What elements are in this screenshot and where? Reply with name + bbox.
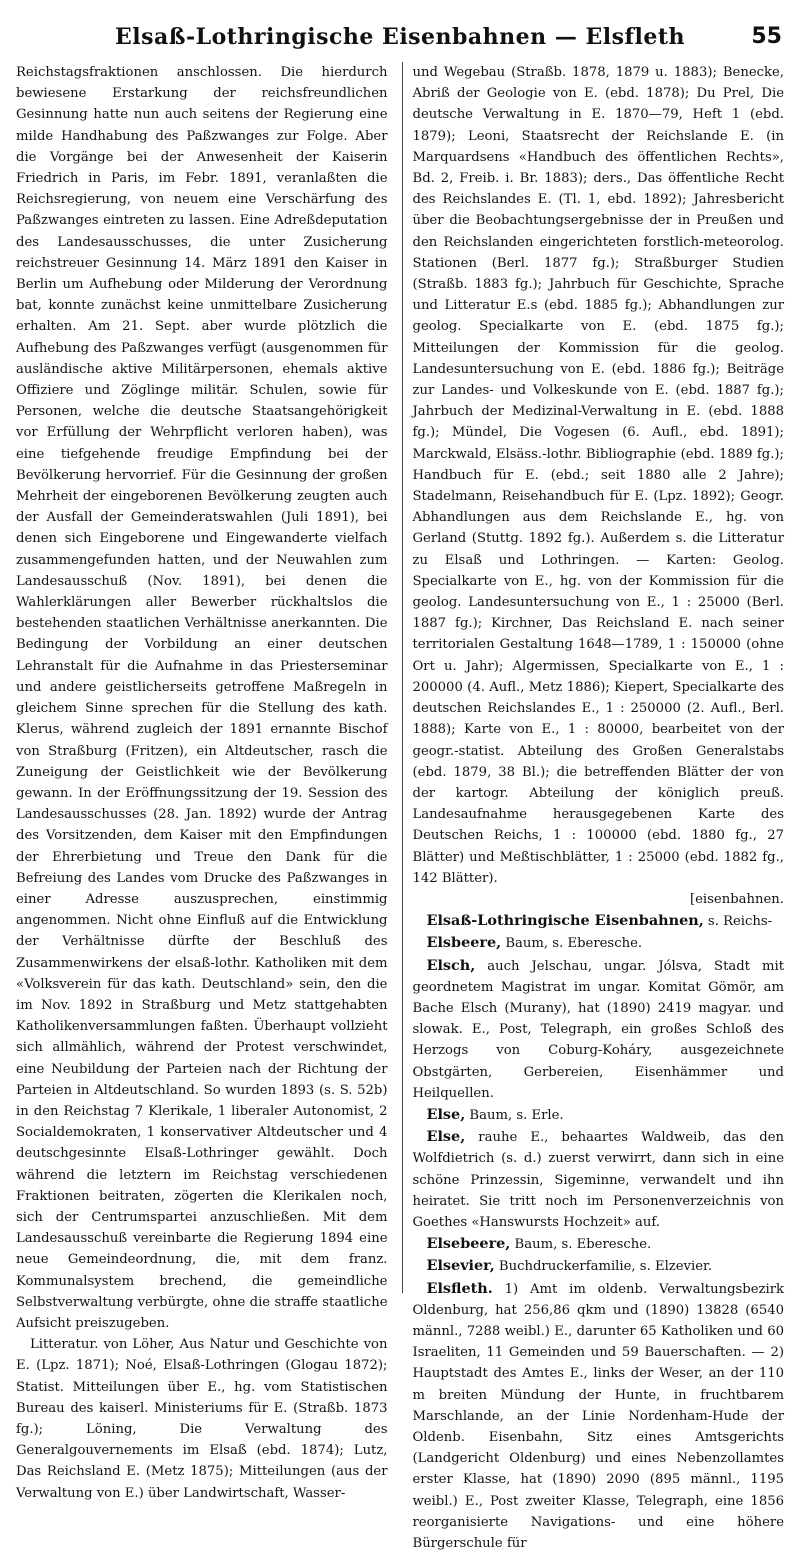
- entry-elsbeere: [413, 932, 785, 954]
- entry-lemma: Else,: [426, 1105, 466, 1123]
- paragraph-literature: Litteratur. von Löher, Aus Natur und Geschichte von E. (Lpz. 1871); Noé, Elsaß-Lothringen (Glogau 1872); Statist. Mitteilungen über E., hg. vom Statistischen Bureau des kaiserl. Ministeriums für E. (Straßb. 1873 fg.); Löning, Die Verwaltung des Generalgouvernements im Elsaß (ebd. 1874); Lutz, Das Reichsland E. (Metz 1875); Mitteilungen (aus der Verwaltung von E.) über Landwirtschaft, Wasser-: [16, 1337, 388, 1501]
- right-column: [402, 62, 785, 1552]
- entry-text: Buchdruckerfamilie, s. Elzevier.: [494, 1259, 713, 1275]
- entry-lemma: Elsfleth.: [426, 1279, 493, 1297]
- entry-elsebeere: [413, 1233, 785, 1255]
- entry-lemma: Elsch,: [426, 956, 476, 974]
- page-number: 55: [751, 24, 782, 49]
- entry-lemma: Else,: [426, 1128, 466, 1146]
- entry-elsfleth: [413, 1278, 785, 1554]
- entry-elsch: [413, 955, 785, 1104]
- paragraph-literature-continued: und Wegebau (Straßb. 1878, 1879 u. 1883); Benecke, Abriß der Geologie von E. (ebd. 1878); Du Prel, Die deutsche Verwaltung in E. 1870—79, Heft 1 (ebd. 1879); Leoni, Staatsrecht der Reichslande E. (in Marquardsens «Handbuch des öffentlichen Rechts», Bd. 2, Freib. i. Br. 1883); ders., Das öffentliche Recht des Reichslandes E. (Tl. 1, ebd. 1892); Jahresbericht über die Beobachtungsergebnisse der in Preußen und den Reichslanden eingerichteten forstlich-meteorolog. Stationen (Berl. 1877 fg.); Straßburger Studien (Straßb. 1883 fg.); Jahrbuch für Geschichte, Sprache und Litteratur E.s (ebd. 1885 fg.); Abhandlungen zur geolog. Specialkarte von E. (ebd. 1875 fg.); Mitteilungen der Kommission für die geolog. Landesuntersuchung von E. (ebd. 1886 fg.); Beiträge zur Landes- und Volkeskunde von E. (ebd. 1887 fg.); Jahrbuch der Medizinal-Verwaltung in E. (ebd. 1888 fg.); Mündel, Die Vogesen (6. Aufl., ebd. 1891); Marckwald, Elsäss.-lothr. Bibliographie (ebd. 1889 fg.); Handbuch für E. (ebd.; seit 1880 alle 2 Jahre); Stadelmann, Reisehandbuch für E. (Lpz. 1892); Geogr. Abhandlungen aus dem Reichslande E., hg. von Gerland (Stuttg. 1892 fg.). Außerdem s. die Litteratur zu Elsaß und Lothringen. — Karten: Geolog. Specialkarte von E., hg. von der Kommission für die geolog. Landesuntersuchung von E., 1 : 25000 (Berl. 1887 fg.); Kirchner, Das Reichsland E. nach seiner territorialen Gestaltung 1648—1789, 1 : 150000 (ohne Ort u. Jahr); Algermissen, Specialkarte von E., 1 : 200000 (4. Aufl., Metz 1886); Kiepert, Specialkarte des deutschen Reichslandes E., 1 : 250000 (2. Aufl., Berl. 1888); Karte von E., 1 : 80000, bearbeitet von der geogr.-statist. Abteilung des Großen Generalstabs (ebd. 1879, 38 Bl.); die betreffenden Blätter der von der kartogr. Abteilung der königlich preuß. Landesaufnahme herausgegebenen Karte des Deutschen Reichs, 1 : 100000 (ebd. 1880 fg., 27 Blätter) und Meßtischblätter, 1 : 25000 (ebd. 1882 fg., 142 Blätter).: [412, 65, 784, 886]
- text-columns: [16, 62, 784, 1552]
- entry-text: Baum, s. Eberesche.: [501, 936, 643, 952]
- entry-text: rauhe E., behaartes Waldweib, das den Wolfdietrich (s. d.) zuerst verwirrt, dann sich in eine schöne Prinzessin, Sigeminne, verwandelt und ihn heiratet. Sie tritt noch im Personenverzeichnis von Goethes «Hanswursts Hochzeit» auf.: [412, 1130, 784, 1230]
- page-header: [16, 10, 784, 60]
- left-column: [16, 62, 388, 1501]
- entry-text: Baum, s. Erle.: [465, 1107, 564, 1123]
- line-end-continuation: [eisenbahnen.: [689, 891, 784, 907]
- running-head: Elsaß-Lothringische Eisenbahnen — Elsfleth: [115, 24, 685, 50]
- entry-text: auch Jelschau, ungar. Jólsva, Stadt mit geordnetem Magistrat im ungar. Komitat Gömör, am Bache Elsch (Murany), hat (1890) 2419 magyar. und slowak. E., Post, Telegraph, ein großes Schloß des Herzogs von Coburg-Koháry, ausgezeichnete Obstgärten, Gerbereien, Eisenhämmer und Heilquellen.: [412, 958, 784, 1101]
- entry-lemma: Elsaß-Lothringische Eisenbahnen,: [426, 912, 704, 930]
- entry-text: Baum, s. Eberesche.: [510, 1237, 652, 1253]
- entry-elsevier: [413, 1255, 785, 1277]
- entry-lemma: Elsbeere,: [426, 934, 502, 952]
- entry-text: s. Reichs-: [703, 914, 773, 930]
- entry-text: 1) Amt im oldenb. Verwaltungsbezirk Oldenburg, hat 256,86 qkm und (1890) 13828 (6540 männl., 7288 weibl.) E., darunter 65 Katholiken und 60 Israeliten, 11 Gemeinden und 59 Bauerschaften. — 2) Hauptstadt des Amtes E., links der Weser, an der 110 m breiten Mündung der Hunte, in fruchtbarem Marschlande, an der Linie Nordenham-Hude der Oldenb. Eisenbahn, Sitz eines Amtsgerichts (Landgericht Oldenburg) und eines Nebenzollamtes erster Klasse, hat (1890) 2090 (895 männl., 1195 weibl.) E., Post zweiter Klasse, Telegraph, eine 1856 reorganisierte Navigations- und eine höhere Bürgerschule für: [412, 1281, 784, 1552]
- entry-eisenbahnen: [413, 910, 785, 932]
- entry-else-waldweib: [413, 1126, 785, 1233]
- entry-else-baum: [413, 1104, 785, 1126]
- paragraph-history: Reichstagsfraktionen anschlossen. Die hierdurch bewiesene Erstarkung der reichsfreundlichen Gesinnung hatte nun auch seitens der Regierung eine milde Handhabung des Paßzwanges zur Folge. Aber die Vorgänge bei der Anwesenheit der Kaiserin Friedrich in Paris, im Febr. 1891, veranlaßten die Reichsregierung, von neuem eine Verschärfung des Paßzwanges eintreten zu lassen. Eine Adreßdeputation des Landesausschusses, die unter Zusicherung reichstreuer Gesinnung 14. März 1891 den Kaiser in Berlin um Aufhebung oder Milderung der Verordnung bat, konnte zunächst keine unmittelbare Zusicherung erhalten. Am 21. Sept. aber wurde plötzlich die Aufhebung des Paßzwanges verfügt (ausgenommen für ausländische aktive Militärpersonen, ehemals aktive Offiziere und Zöglinge militär. Schulen, sowie für Personen, welche die deutsche Staatsangehörigkeit vor Erfüllung der Wehrpflicht verloren haben), was eine tiefgehende freudige Empfindung bei der Bevölkerung hervorrief. Für die Gesinnung der großen Mehrheit der eingeborenen Bevölkerung zeugten auch der Ausfall der Gemeinderatswahlen (Juli 1891), bei denen sich Eingeborene und Eingewanderte vielfach zusammengefunden hatten, und der Neuwahlen zum Landesausschuß (Nov. 1891), bei denen die Wahlerklärungen aller Bewerber rückhaltslos die bestehenden staatlichen Verhältnisse anerkannten. Die Bedingung der Vorbildung an einer deutschen Lehranstalt für die Aufnahme in das Priesterseminar und andere geistlicherseits getroffene Maßregeln in gleichem Sinne sprechen für die Stellung des kath. Klerus, während zugleich der 1891 ernannte Bischof von Straßburg (Fritzen), ein Altdeutscher, rasch die Zuneigung der Geistlichkeit wie der Bevölkerung gewann. In der Eröffnungssitzung der 19. Session des Landesausschusses (28. Jan. 1892) wurde der Antrag des Vorsitzenden, dem Kaiser mit den Empfindungen der Ehrerbietung und Treue den Dank für die Befreiung des Landes vom Drucke des Paßzwanges in einer Adresse auszusprechen, einstimmig angenommen. Nicht ohne Einfluß auf die Entwicklung der Verhältnisse dürfte der Beschluß des Zusammenwirkens der elsaß-lothr. Katholiken mit dem «Volksverein für das kath. Deutschland» sein, den die im Nov. 1892 in Straßburg und Metz stattgehabten Katholikenversammlungen faßten. Überhaupt vollzieht sich allmählich, während der Protest verschwindet, eine Neubildung der Parteien nach der Richtung der Parteien in Altdeutschland. So wurden 1893 (s. S. 52b) in den Reichstag 7 Klerikale, 1 liberaler Autonomist, 2 Socialdemokraten, 1 konservativer Altdeutscher und 4 deutschgesinnte Elsaß-Lothringer gewählt. Doch während die letztern im Reichstag verschiedenen Fraktionen beitraten, zögerten die Klerikalen noch, sich der Centrumspartei anzuschließen. Mit dem Landesausschuß vereinbarte die Regierung 1894 eine neue Gemeindeordnung, die, mit dem franz. Kommunalsystem brechend, die gemeindliche Selbstverwaltung verbürgte, ohne die straffe staatliche Aufsicht preiszugeben.: [16, 65, 388, 1331]
- entry-lemma: Elsebeere,: [426, 1235, 511, 1253]
- entry-lemma: Elsevier,: [426, 1257, 495, 1275]
